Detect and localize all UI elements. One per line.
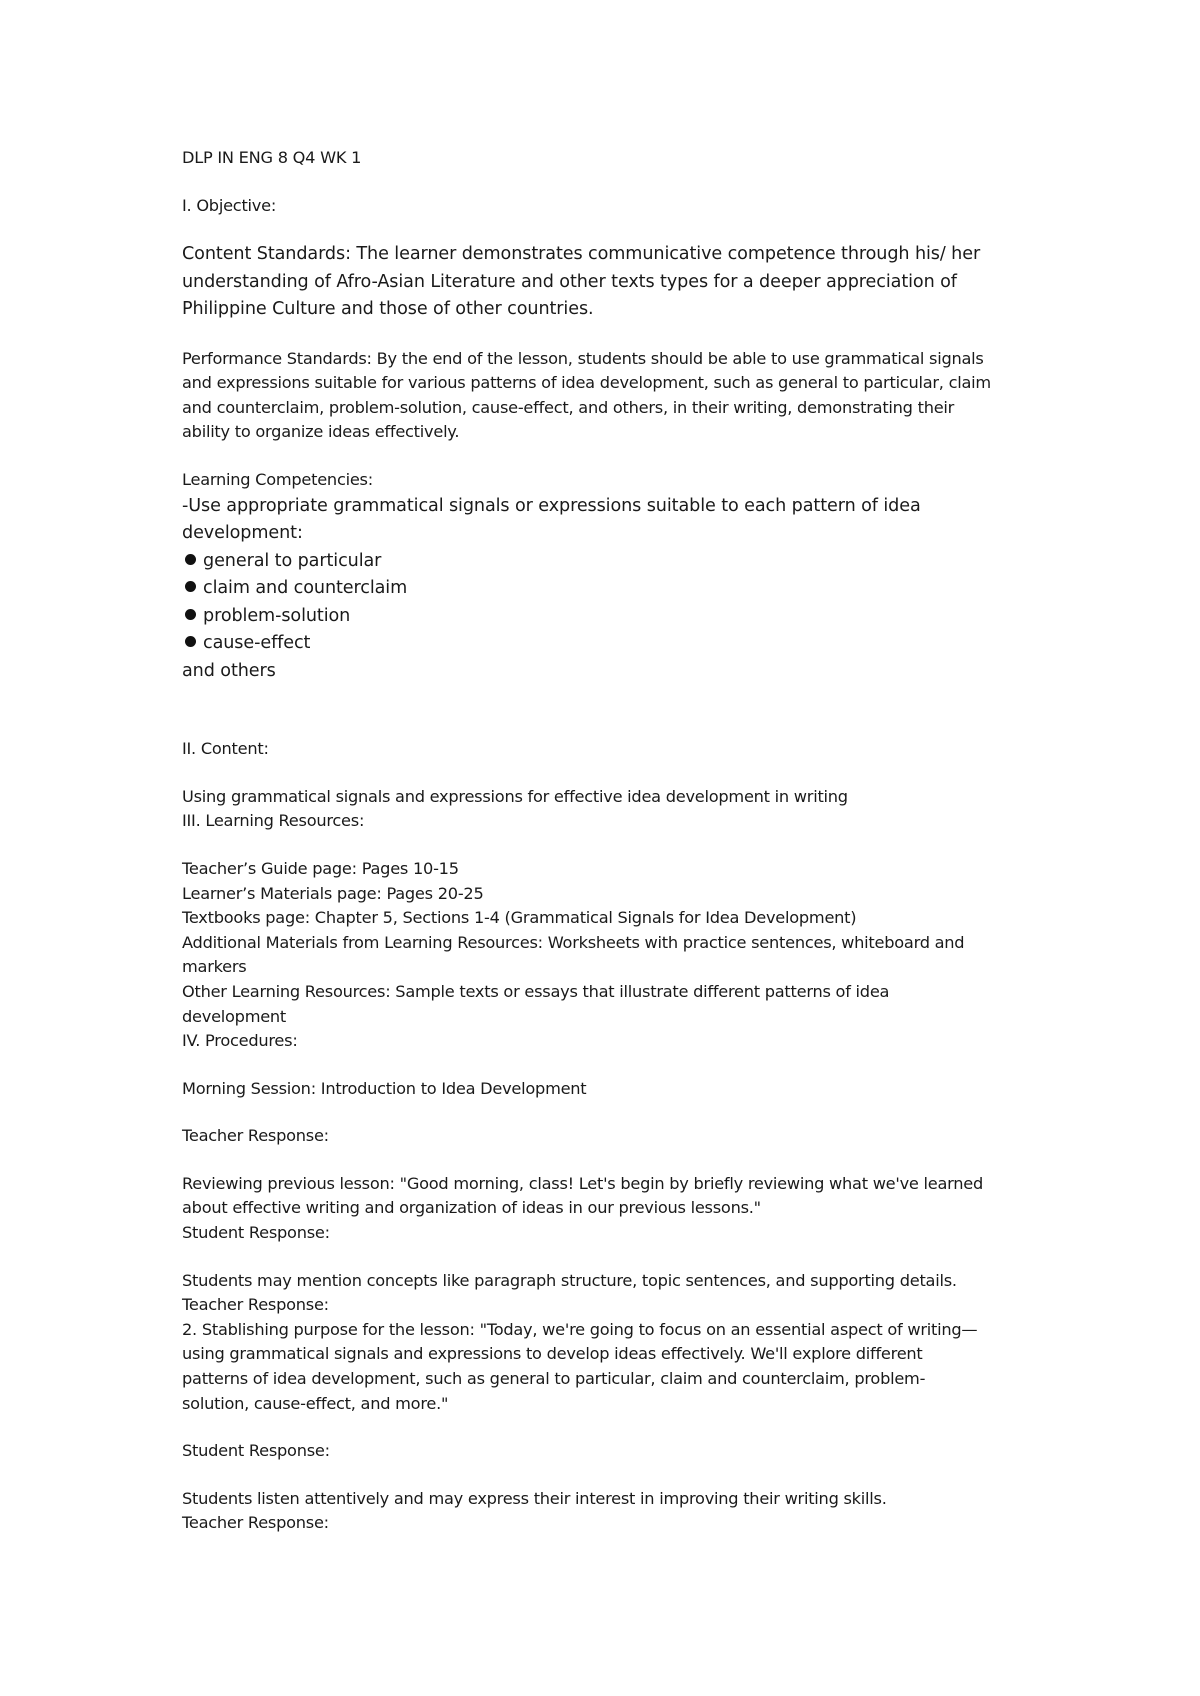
resource-line: Other Learning Resources: Sample texts or essays that illustrate different patterns of idea	[182, 981, 890, 1001]
establishing-line: solution, cause-effect, and more."	[182, 1393, 449, 1413]
establishing-line: using grammatical signals and expressions to develop ideas effectively. We'll explore different	[182, 1344, 923, 1364]
content-standards-line: understanding of Afro-Asian Literature and other texts types for a deeper appreciation of	[182, 271, 957, 292]
performance-standards-line: and counterclaim, problem-solution, cause-effect, and others, in their writing, demonstrating their	[182, 397, 955, 417]
reviewing-previous-lesson	[182, 1172, 1042, 1221]
bullet-icon	[185, 554, 196, 565]
performance-standards	[182, 347, 1042, 445]
objective-heading: I. Objective:	[182, 195, 277, 215]
content-standards	[182, 241, 1042, 324]
competency-bullet-item	[182, 575, 1042, 603]
competency-bullet-item	[182, 630, 1042, 658]
resource-line: Learner’s Materials page: Pages 20-25	[182, 883, 484, 903]
bullet-icon	[185, 609, 196, 620]
competency-bullet-text: general to particular	[203, 550, 382, 571]
resource-line: Additional Materials from Learning Resources: Worksheets with practice sentences, whiteboard and	[182, 932, 965, 952]
learning-competencies	[182, 493, 1042, 686]
resource-line: Textbooks page: Chapter 5, Sections 1-4 (Grammatical Signals for Idea Development)	[182, 908, 857, 928]
teacher-response-label: Teacher Response:	[182, 1126, 329, 1146]
performance-standards-line: and expressions suitable for various patterns of idea development, such as general to particular, claim	[182, 373, 991, 393]
bullet-icon	[185, 581, 196, 592]
bullet-icon	[185, 636, 196, 647]
learning-competencies-heading: Learning Competencies:	[182, 470, 373, 490]
document-body	[182, 146, 1042, 1536]
content-standards-line: Content Standards: The learner demonstrates communicative competence through his/ her	[182, 244, 981, 265]
resources-heading: III. Learning Resources:	[182, 811, 365, 831]
establishing-line: patterns of idea development, such as general to particular, claim and counterclaim, problem-	[182, 1369, 926, 1389]
reviewing-line: about effective writing and organization of ideas in our previous lessons."	[182, 1198, 761, 1218]
teacher-response-label: Teacher Response:	[182, 1295, 329, 1315]
content-standards-line: Philippine Culture and those of other countries.	[182, 299, 594, 320]
resource-line: markers	[182, 957, 247, 977]
document-header: DLP IN ENG 8 Q4 WK 1	[182, 148, 362, 167]
reviewing-line: Reviewing previous lesson: "Good morning, class! Let's begin by briefly reviewing what we've learned	[182, 1173, 984, 1193]
procedures-heading: IV. Procedures:	[182, 1031, 298, 1051]
learning-competencies-intro: -Use appropriate grammatical signals or expressions suitable to each pattern of idea	[182, 495, 921, 516]
resource-line: development	[182, 1006, 287, 1026]
student-response-label: Student Response:	[182, 1441, 330, 1461]
performance-standards-line: ability to organize ideas effectively.	[182, 422, 460, 442]
teacher-response-label: Teacher Response:	[182, 1513, 329, 1533]
morning-session: Morning Session: Introduction to Idea Development	[182, 1078, 587, 1098]
learning-competencies-intro: development:	[182, 523, 303, 544]
competency-bullet-text: claim and counterclaim	[203, 578, 408, 599]
competency-bullet-text: cause-effect	[203, 633, 311, 654]
student-response-label: Student Response:	[182, 1223, 330, 1243]
content-heading: II. Content:	[182, 739, 269, 759]
student-answer: Students may mention concepts like paragraph structure, topic sentences, and supporting details.	[182, 1270, 957, 1290]
competency-bullet-item	[182, 603, 1042, 631]
resource-line: Teacher’s Guide page: Pages 10-15	[182, 858, 459, 878]
competency-bullet-item	[182, 548, 1042, 576]
establishing-line: 2. Stablishing purpose for the lesson: "Today, we're going to focus on an essential aspect of writing—	[182, 1319, 978, 1339]
competency-tail: and others	[182, 660, 276, 681]
performance-standards-line: Performance Standards: By the end of the lesson, students should be able to use grammatical signals	[182, 348, 984, 368]
establishing-purpose	[182, 1318, 1042, 1416]
student-answer: Students listen attentively and may express their interest in improving their writing skills.	[182, 1488, 887, 1508]
content-text: Using grammatical signals and expressions for effective idea development in writing	[182, 786, 848, 806]
competency-bullet-text: problem-solution	[203, 605, 351, 626]
learning-resources	[182, 857, 1042, 1029]
